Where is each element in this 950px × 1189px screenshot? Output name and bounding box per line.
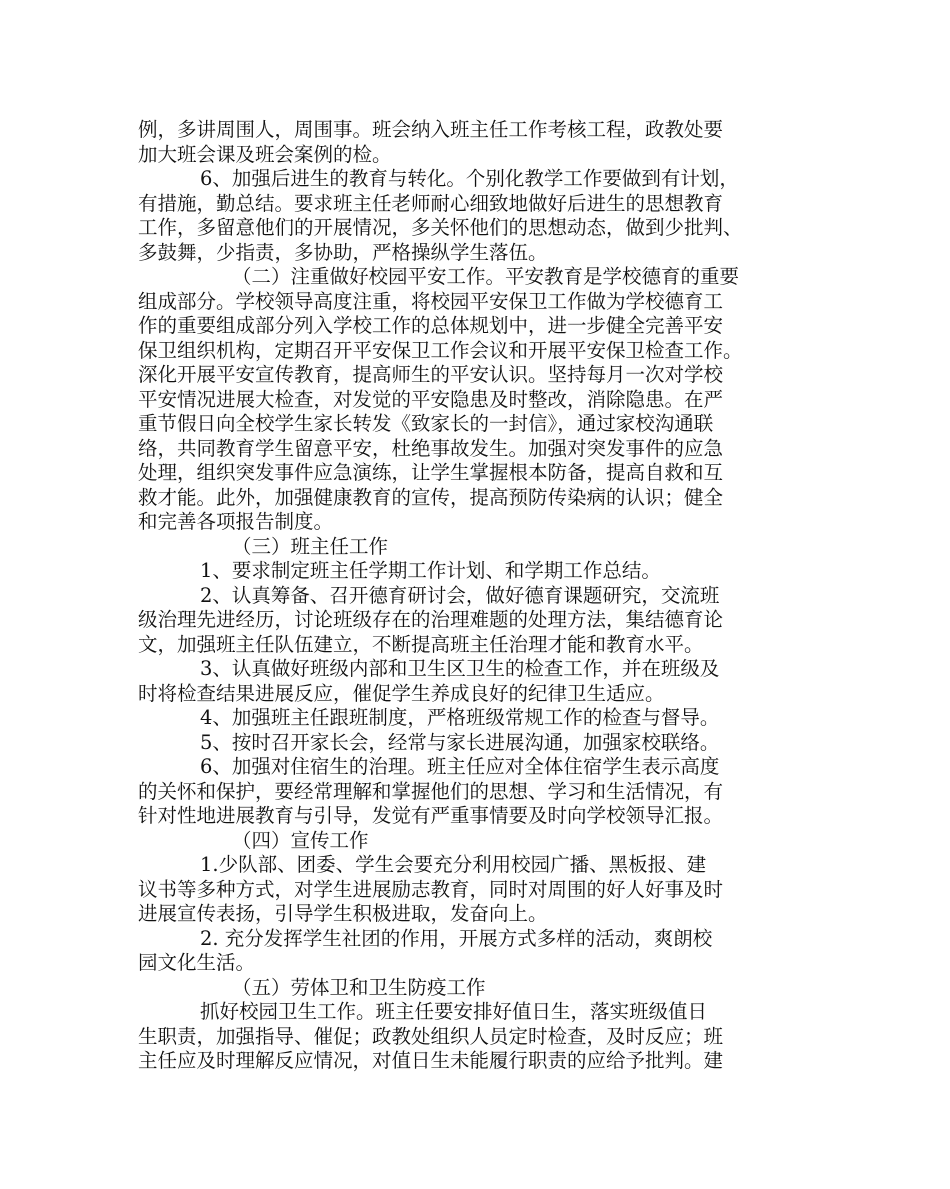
section-heading: （四）宣传工作 [232,828,369,852]
text-line: 保卫组织机构，定期召开平安保卫工作会议和开展平安保卫检查工作。 [138,338,743,362]
text-line: 4、加强班主任跟班制度，严格班级常规工作的检查与督导。 [200,706,720,729]
text-line: 时将检查结果进展反应，催促学生养成良好的纪律卫生适应。 [138,681,665,705]
text-line: 5、按时召开家长会，经常与家长进展沟通，加强家校联络。 [200,730,720,754]
section-heading: （三）班主任工作 [232,534,389,558]
text-line: 2. 充分发挥学生社团的作用，开展方式多样的活动，爽朗校 [200,926,713,950]
text-line: 例，多讲周围人，周围事。班会纳入班主任工作考核工程，政教处要 [138,118,724,141]
text-line: 和完善各项报告制度。 [138,510,334,533]
text-line: 络，共同教育学生留意平安，杜绝事故发生。加强对突发事件的应急 [138,436,724,460]
text-line: 1.少队部、团委、学生会要充分利用校园广播、黑板报、建 [200,853,707,876]
section-heading: （五）劳体卫和卫生防疫工作 [232,975,486,999]
text-line: 重节假日向全校学生家长转发《致家长的一封信》，通过家校沟通联 [138,412,714,435]
text-line: 议书等多种方式，对学生进展励志教育，同时对周围的好人好事及时 [138,877,724,901]
text-line: 生职责，加强指导、催促；政教处组织人员定时检查，及时反应；班 [138,1024,724,1048]
document-body [138,118,813,1074]
text-line: 作的重要组成部分列入学校工作的总体规划中，进一步健全完善平安 [138,314,724,337]
section-heading: （二）注重做好校园平安工作。平安教育是学校德育的重要 [232,265,740,288]
text-line: 平安情况进展大检查，对发觉的平安隐患及时整改，消除隐患。在严 [138,387,724,411]
text-line: 抓好校园卫生工作。班主任要安排好值日生，落实班级值日 [200,1000,708,1023]
text-line: 6、加强后进生的教育与转化。个别化教学工作要做到有计划， [200,167,739,190]
text-line: 多鼓舞，少指责，多协助，严格操纵学生落伍。 [138,240,548,264]
text-line: 针对性地进展教育与引导，发觉有严重事情要及时向学校领导汇报。 [138,804,724,827]
text-line: 组成部分。学校领导高度注重，将校园平安保卫工作做为学校德育工 [138,289,724,313]
text-line: 级治理先进经历，讨论班级存在的治理难题的处理方法，集结德育论 [138,608,724,631]
text-line: 3、认真做好班级内部和卫生区卫生的检查工作，并在班级及 [200,657,720,680]
text-line: 1、要求制定班主任学期工作计划、和学期工作总结。 [200,559,661,582]
text-line: 2、认真筹备、召开德育研讨会，做好德育课题研究，交流班 [200,583,720,607]
text-line: 主任应及时理解反应情况，对值日生未能履行职责的应给予批判。建 [138,1049,724,1072]
text-line: 有措施，勤总结。要求班主任老师耐心细致地做好后进生的思想教育 [138,191,724,215]
text-line: 的关怀和保护，要经常理解和掌握他们的思想、学习和生活情况，有 [138,779,724,803]
text-line: 处理，组织突发事件应急演练，让学生掌握根本防备，提高自救和互 [138,461,724,484]
text-line: 加大班会课及班会案例的检。 [138,142,392,166]
text-line: 工作，多留意他们的开展情况，多关怀他们的思想动态，做到少批判、 [138,216,743,239]
text-line: 进展宣传表扬，引导学生积极进取，发奋向上。 [138,902,548,925]
text-line: 6、加强对住宿生的治理。班主任应对全体住宿学生表示高度 [200,755,720,778]
text-line: 文，加强班主任队伍建立，不断提高班主任治理才能和教育水平。 [138,632,704,656]
text-line: 救才能。此外，加强健康教育的宣传，提高预防传染病的认识；健全 [138,485,724,509]
text-line: 深化开展平安宣传教育，提高师生的平安认识。坚持每月一次对学校 [138,363,724,386]
text-line: 园文化生活。 [138,951,256,974]
